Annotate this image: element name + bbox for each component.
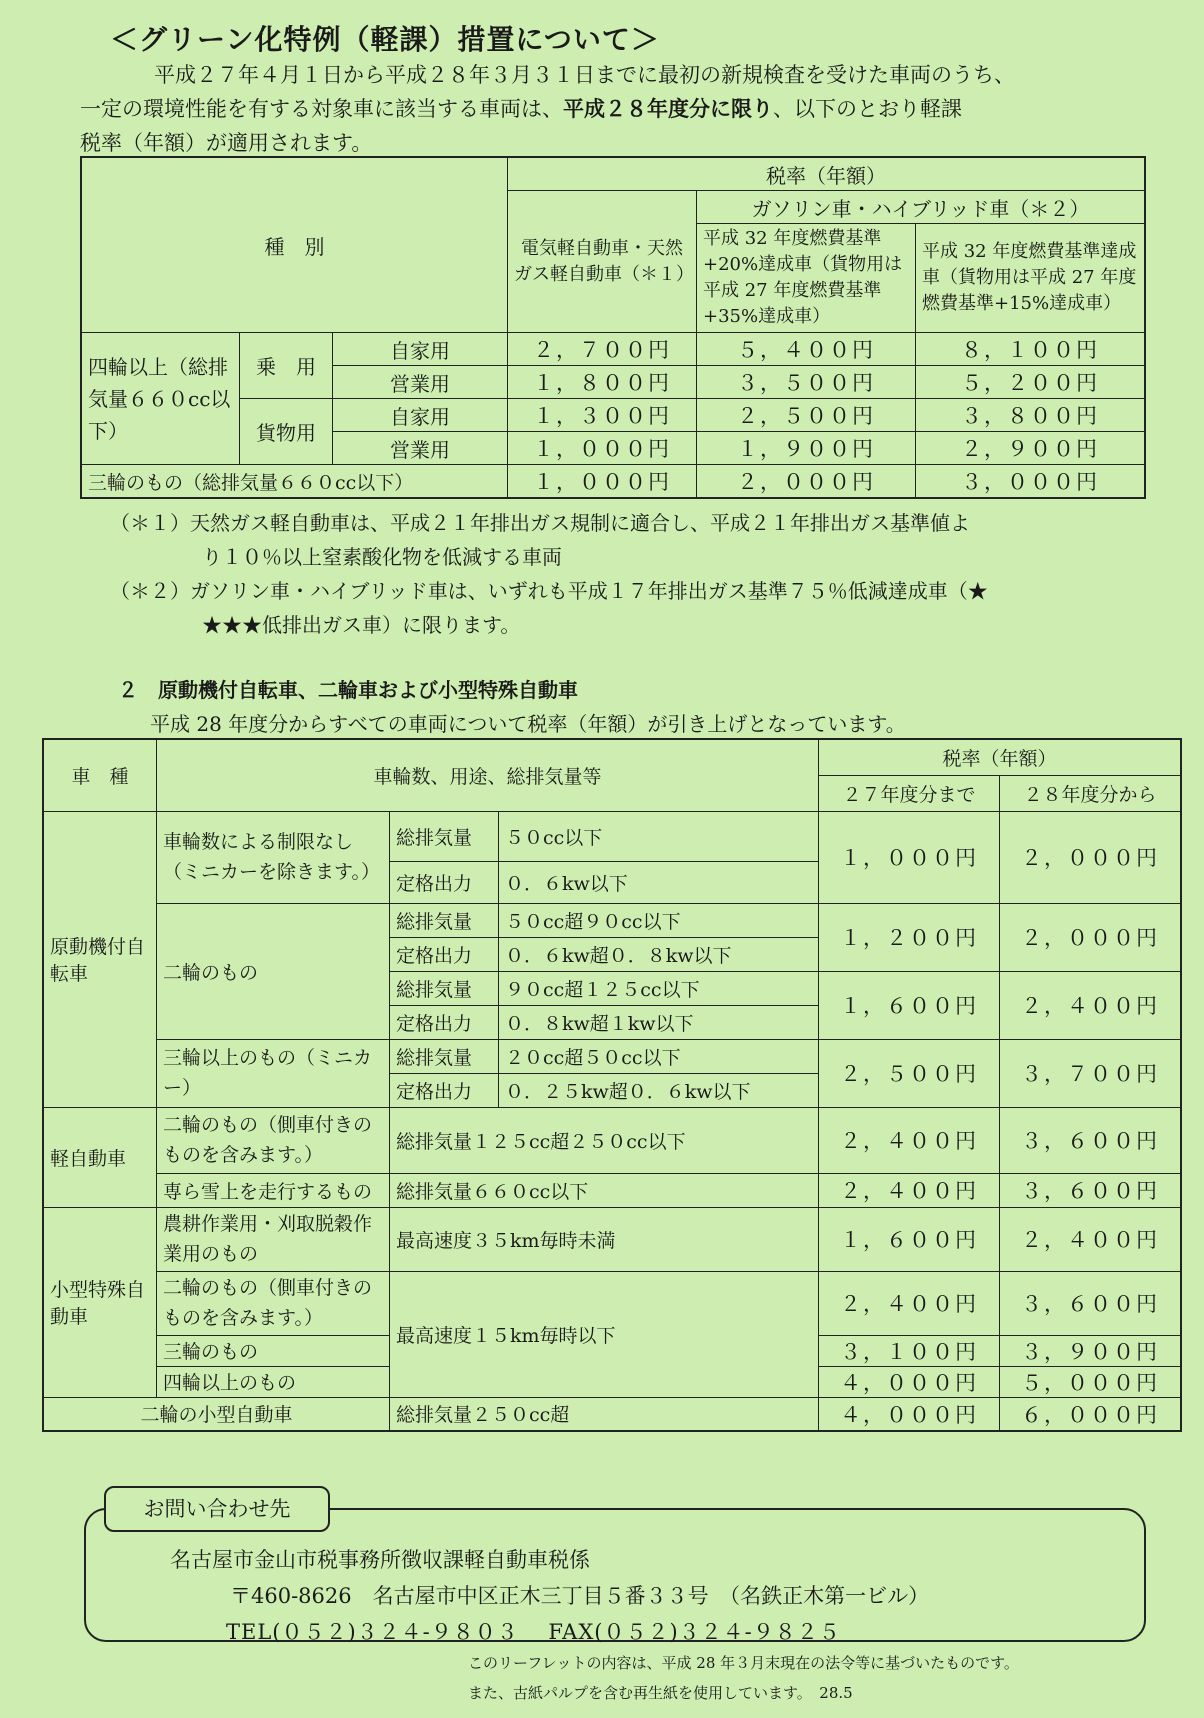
rate-cell: １，６００円 — [819, 971, 1000, 1039]
group-moped: 原動機付自転車 — [43, 811, 157, 1107]
value-cell: ２０cc超５０cc以下 — [499, 1039, 819, 1073]
rate-cell: ２，０００円 — [1000, 811, 1182, 903]
rate-cell: １，９００円 — [697, 432, 916, 465]
desc-snow: 専ら雪上を走行するもの — [157, 1173, 390, 1207]
condition-cell: 最高速度１５km毎時以下 — [390, 1271, 819, 1397]
intro-text: 、以下のとおり軽課 — [773, 97, 962, 121]
rate-cell: ３，６００円 — [1000, 1173, 1182, 1207]
intro-paragraph — [80, 58, 1160, 160]
note-1: （＊１）天然ガス軽自動車は、平成２１年排出ガス規制に適合し、平成２１年排出ガス基準値よ — [110, 511, 970, 535]
contact-office: 名古屋市金山市税事務所徴収課軽自動車税係 — [170, 1548, 590, 1572]
value-cell: ０．２５kw超０．６kw以下 — [499, 1073, 819, 1107]
rate-cell: ２，４００円 — [819, 1107, 1000, 1173]
rate-cell: ２，９００円 — [916, 432, 1146, 465]
value-cell: ５０cc超９０cc以下 — [499, 903, 819, 937]
intro-line-3: 税率（年額）が適用されます。 — [80, 131, 373, 155]
rate-cell: ３，１００円 — [819, 1335, 1000, 1366]
rate-cell: ３，６００円 — [1000, 1107, 1182, 1173]
col-header-until27: ２７年度分まで — [819, 775, 1000, 811]
rate-cell: ２，５００円 — [819, 1039, 1000, 1107]
key-output: 定格出力 — [390, 1005, 499, 1039]
rate-cell: ６，０００円 — [1000, 1397, 1182, 1431]
contact-tab: お問い合わせ先 — [104, 1486, 330, 1532]
condition-cell: 最高速度３５km毎時未満 — [390, 1207, 819, 1271]
rate-cell: ５，２００円 — [916, 366, 1146, 399]
value-cell: ０．８kw超１kw以下 — [499, 1005, 819, 1039]
value-cell: ０．６kw以下 — [499, 861, 819, 903]
moped-tax-table — [42, 738, 1182, 1432]
label-private: 自家用 — [333, 333, 508, 366]
col-header-rate: 税率（年額） — [508, 157, 1146, 191]
condition-cell: 総排気量６６０cc以下 — [390, 1173, 819, 1207]
key-output: 定格出力 — [390, 937, 499, 971]
rate-cell: ３，０００円 — [916, 465, 1146, 499]
footer-line-1: このリーフレットの内容は、平成 28 年３月末現在の法令等に基づいたものです。 — [468, 1654, 1019, 1672]
condition-cell: 総排気量１２５cc超２５０cc以下 — [390, 1107, 819, 1173]
value-cell: ５０cc以下 — [499, 811, 819, 861]
rate-cell: ２，０００円 — [1000, 903, 1182, 971]
col-header-g1: 平成 32 年度燃費基準+20%達成車（貨物用は平成 27 年度燃費基準+35%達成車） — [697, 224, 916, 333]
value-cell: ０．６kw超０．８kw以下 — [499, 937, 819, 971]
footer-line-2: また、古紙パルプを含む再生紙を使用しています。 28.5 — [468, 1684, 853, 1702]
key-output: 定格出力 — [390, 861, 499, 903]
rate-cell: １，３００円 — [508, 399, 697, 432]
sub-cargo: 貨物用 — [240, 399, 333, 465]
row-3wheel: 三輪のもの（総排気量６６０cc以下） — [81, 465, 508, 499]
rate-cell: ２，４００円 — [1000, 971, 1182, 1039]
label-business: 営業用 — [333, 432, 508, 465]
label-business: 営業用 — [333, 366, 508, 399]
green-tax-table — [80, 156, 1146, 499]
key-displacement: 総排気量 — [390, 903, 499, 937]
col-header-desc: 車輪数、用途、総排気量等 — [157, 739, 819, 811]
intro-emphasis: 平成２８年度分に限り — [563, 96, 773, 121]
rate-cell: ５，４００円 — [697, 333, 916, 366]
intro-line-1: 平成２７年４月１日から平成２８年３月３１日までに最初の新規検査を受けた車両のうち、 — [154, 63, 1015, 87]
intro-line-2 — [80, 92, 1160, 126]
desc-sp-2wheel: 二輪のもの（側車付きのものを含みます。） — [157, 1271, 390, 1335]
col-header-from28: ２８年度分から — [1000, 775, 1182, 811]
condition-cell: 総排気量２５０cc超 — [390, 1397, 819, 1431]
col-header-type: 車 種 — [43, 739, 157, 811]
rate-cell: ２，４００円 — [819, 1173, 1000, 1207]
rate-cell: ８，１００円 — [916, 333, 1146, 366]
desc-farm: 農耕作業用・刈取脱穀作業用のもの — [157, 1207, 390, 1271]
footnotes — [110, 506, 1160, 642]
col-header-electric: 電気軽自動車・天然ガス軽自動車（＊１） — [508, 191, 697, 333]
rate-cell: ４，０００円 — [819, 1397, 1000, 1431]
sub-passenger: 乗 用 — [240, 333, 333, 399]
rate-cell: １，８００円 — [508, 366, 697, 399]
note-1-cont: り１０％以上窒素酸化物を低減する車両 — [202, 545, 562, 569]
rate-cell: １，０００円 — [819, 811, 1000, 903]
rate-cell: ３，７００円 — [1000, 1039, 1182, 1107]
note-2-cont: ★★★低排出ガス車）に限ります。 — [202, 613, 521, 637]
rate-cell: ３，５００円 — [697, 366, 916, 399]
desc-3wheel-mini: 三輪以上のもの（ミニカー） — [157, 1039, 390, 1107]
contact-phone: TEL(０５２)３２４-９８０３ FAX(０５２)３２４-９８２５ — [226, 1620, 841, 1644]
desc-sp-4wheel: 四輪以上のもの — [157, 1366, 390, 1397]
section-2-text: 平成 28 年度分からすべての車両について税率（年額）が引き上げとなっています。 — [150, 712, 906, 736]
desc-sp-3wheel: 三輪のもの — [157, 1335, 390, 1366]
rate-cell: ３，９００円 — [1000, 1335, 1182, 1366]
contact-address: 〒460-8626 名古屋市中区正木三丁目５番３３号 （名鉄正木第一ビル） — [230, 1584, 930, 1608]
group-special: 小型特殊自動車 — [43, 1207, 157, 1397]
group-4wheel: 四輪以上（総排気量６６０cc以下） — [81, 333, 240, 465]
key-displacement: 総排気量 — [390, 1039, 499, 1073]
rate-cell: １，０００円 — [508, 432, 697, 465]
page-title: ＜グリーン化特例（軽課）措置について＞ — [110, 23, 660, 56]
value-cell: ９０cc超１２５cc以下 — [499, 971, 819, 1005]
note-2: （＊２）ガソリン車・ハイブリッド車は、いずれも平成１７年排出ガス基準７５％低減達成車（★ — [110, 579, 988, 603]
rate-cell: ３，６００円 — [1000, 1271, 1182, 1335]
desc-light-2wheel: 二輪のもの（側車付きのものを含みます。） — [157, 1107, 390, 1173]
col-header-rate: 税率（年額） — [819, 739, 1182, 775]
rate-cell: １，６００円 — [819, 1207, 1000, 1271]
col-header-g2: 平成 32 年度燃費基準達成車（貨物用は平成 27 年度燃費基準+15%達成車） — [916, 224, 1146, 333]
col-header-kind: 種 別 — [81, 157, 508, 333]
rate-cell: ３，８００円 — [916, 399, 1146, 432]
rate-cell: ２，０００円 — [697, 465, 916, 499]
key-output: 定格出力 — [390, 1073, 499, 1107]
rate-cell: ２，７００円 — [508, 333, 697, 366]
section-2-heading: ２ 原動機付自転車、二輪車および小型特殊自動車 — [118, 678, 578, 702]
rate-cell: ２，４００円 — [1000, 1207, 1182, 1271]
desc-small-2wheel: 二輪の小型自動車 — [43, 1397, 390, 1431]
key-displacement: 総排気量 — [390, 811, 499, 861]
rate-cell: ４，０００円 — [819, 1366, 1000, 1397]
footer — [468, 1648, 1019, 1708]
rate-cell: ２，４００円 — [819, 1271, 1000, 1335]
rate-cell: ２，５００円 — [697, 399, 916, 432]
key-displacement: 総排気量 — [390, 971, 499, 1005]
group-light: 軽自動車 — [43, 1107, 157, 1207]
rate-cell: １，０００円 — [508, 465, 697, 499]
rate-cell: １，２００円 — [819, 903, 1000, 971]
intro-text: 一定の環境性能を有する対象車に該当する車両は、 — [80, 97, 563, 121]
label-private: 自家用 — [333, 399, 508, 432]
desc-nolimit: 車輪数による制限なし（ミニカーを除きます。） — [157, 811, 390, 903]
contact-details — [170, 1542, 929, 1650]
col-header-gas-hybrid: ガソリン車・ハイブリッド車（＊２） — [697, 191, 1146, 224]
desc-2wheel: 二輪のもの — [157, 903, 390, 1039]
rate-cell: ５，０００円 — [1000, 1366, 1182, 1397]
